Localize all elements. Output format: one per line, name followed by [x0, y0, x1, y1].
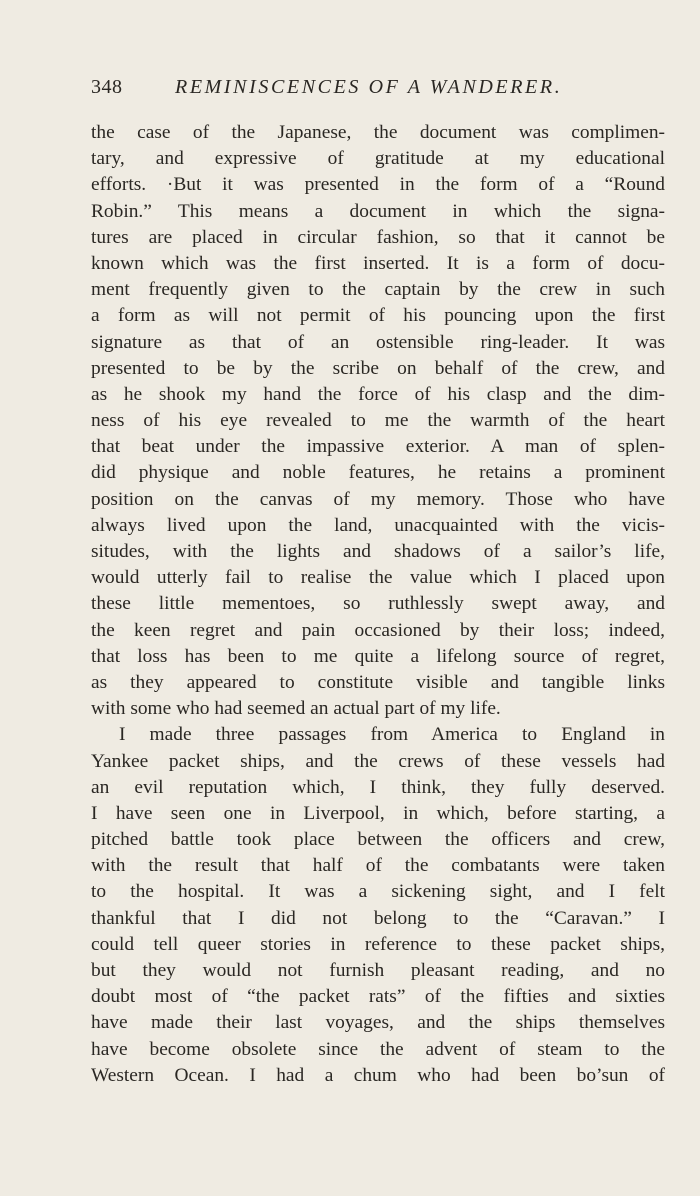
paragraph-1: [91, 120, 665, 722]
text-line: Western Ocean. I had a chum who had been bo’sun of: [91, 1064, 665, 1086]
text-line: I have seen one in Liverpool, in which, before starting, a: [91, 802, 665, 824]
text-line: signature as that of an ostensible ring-leader. It was: [91, 331, 665, 353]
running-head: [91, 76, 671, 106]
text-line: position on the canvas of my memory. Those who have: [91, 488, 665, 510]
text-line: an evil reputation which, I think, they fully deserved.: [91, 776, 665, 798]
text-line: situdes, with the lights and shadows of a sailor’s life,: [91, 541, 665, 562]
text-line: have become obsolete since the advent of steam to the: [91, 1038, 665, 1060]
text-line: did physique and noble features, he retains a prominent: [91, 462, 665, 484]
text-line: thankful that I did not belong to the “Caravan.” I: [91, 907, 665, 929]
text-line: ness of his eye revealed to me the warmth of the heart: [91, 410, 665, 432]
text-line: have made their last voyages, and the ships themselves: [91, 1012, 665, 1034]
text-line: presented to be by the scribe on behalf of the crew, and: [91, 357, 665, 379]
text-line: these little mementoes, so ruthlessly swept away, and: [91, 593, 665, 615]
text-line: tary, and expressive of gratitude at my educational: [91, 148, 665, 170]
text-line: doubt most of “the packet rats” of the fifties and sixties: [91, 986, 665, 1008]
text-line: as they appeared to constitute visible and tangible links: [91, 671, 665, 693]
paragraph-2: [91, 722, 665, 1089]
running-title: REMINISCENCES OF A WANDERER.: [175, 76, 563, 98]
text-line: to the hospital. It was a sickening sight, and I felt: [91, 881, 665, 903]
text-line: efforts. ·But it was presented in the form of a “Round: [91, 174, 665, 196]
body-text: [91, 120, 665, 1089]
text-line: Yankee packet ships, and the crews of these vessels had: [91, 750, 665, 772]
text-line: I made three passages from America to England in: [119, 724, 665, 746]
text-line: that loss has been to me quite a lifelong source of regret,: [91, 645, 665, 667]
text-line: as he shook my hand the force of his clasp and the dim-: [91, 383, 665, 405]
text-line: a form as will not permit of his pouncing upon the first: [91, 305, 665, 327]
text-line: the case of the Japanese, the document was complimen-: [91, 122, 665, 143]
text-line: Robin.” This means a document in which the signa-: [91, 200, 665, 222]
text-line: tures are placed in circular fashion, so that it cannot be: [91, 226, 665, 248]
text-line: known which was the first inserted. It is a form of docu-: [91, 252, 665, 274]
text-line: with the result that half of the combatants were taken: [91, 855, 665, 877]
text-line: the keen regret and pain occasioned by their loss; indeed,: [91, 619, 665, 641]
text-line: always lived upon the land, unacquainted with the vicis-: [91, 514, 665, 536]
text-line: with some who had seemed an actual part of my life.: [91, 698, 501, 720]
text-line: but they would not furnish pleasant reading, and no: [91, 960, 665, 981]
text-line: ment frequently given to the captain by the crew in such: [91, 279, 665, 301]
text-line: pitched battle took place between the officers and crew,: [91, 829, 665, 851]
text-line: could tell queer stories in reference to these packet ships,: [91, 933, 665, 955]
text-line: would utterly fail to realise the value which I placed upon: [91, 567, 665, 589]
page-number: 348: [91, 76, 123, 98]
text-line: that beat under the impassive exterior. A man of splen-: [91, 436, 665, 458]
